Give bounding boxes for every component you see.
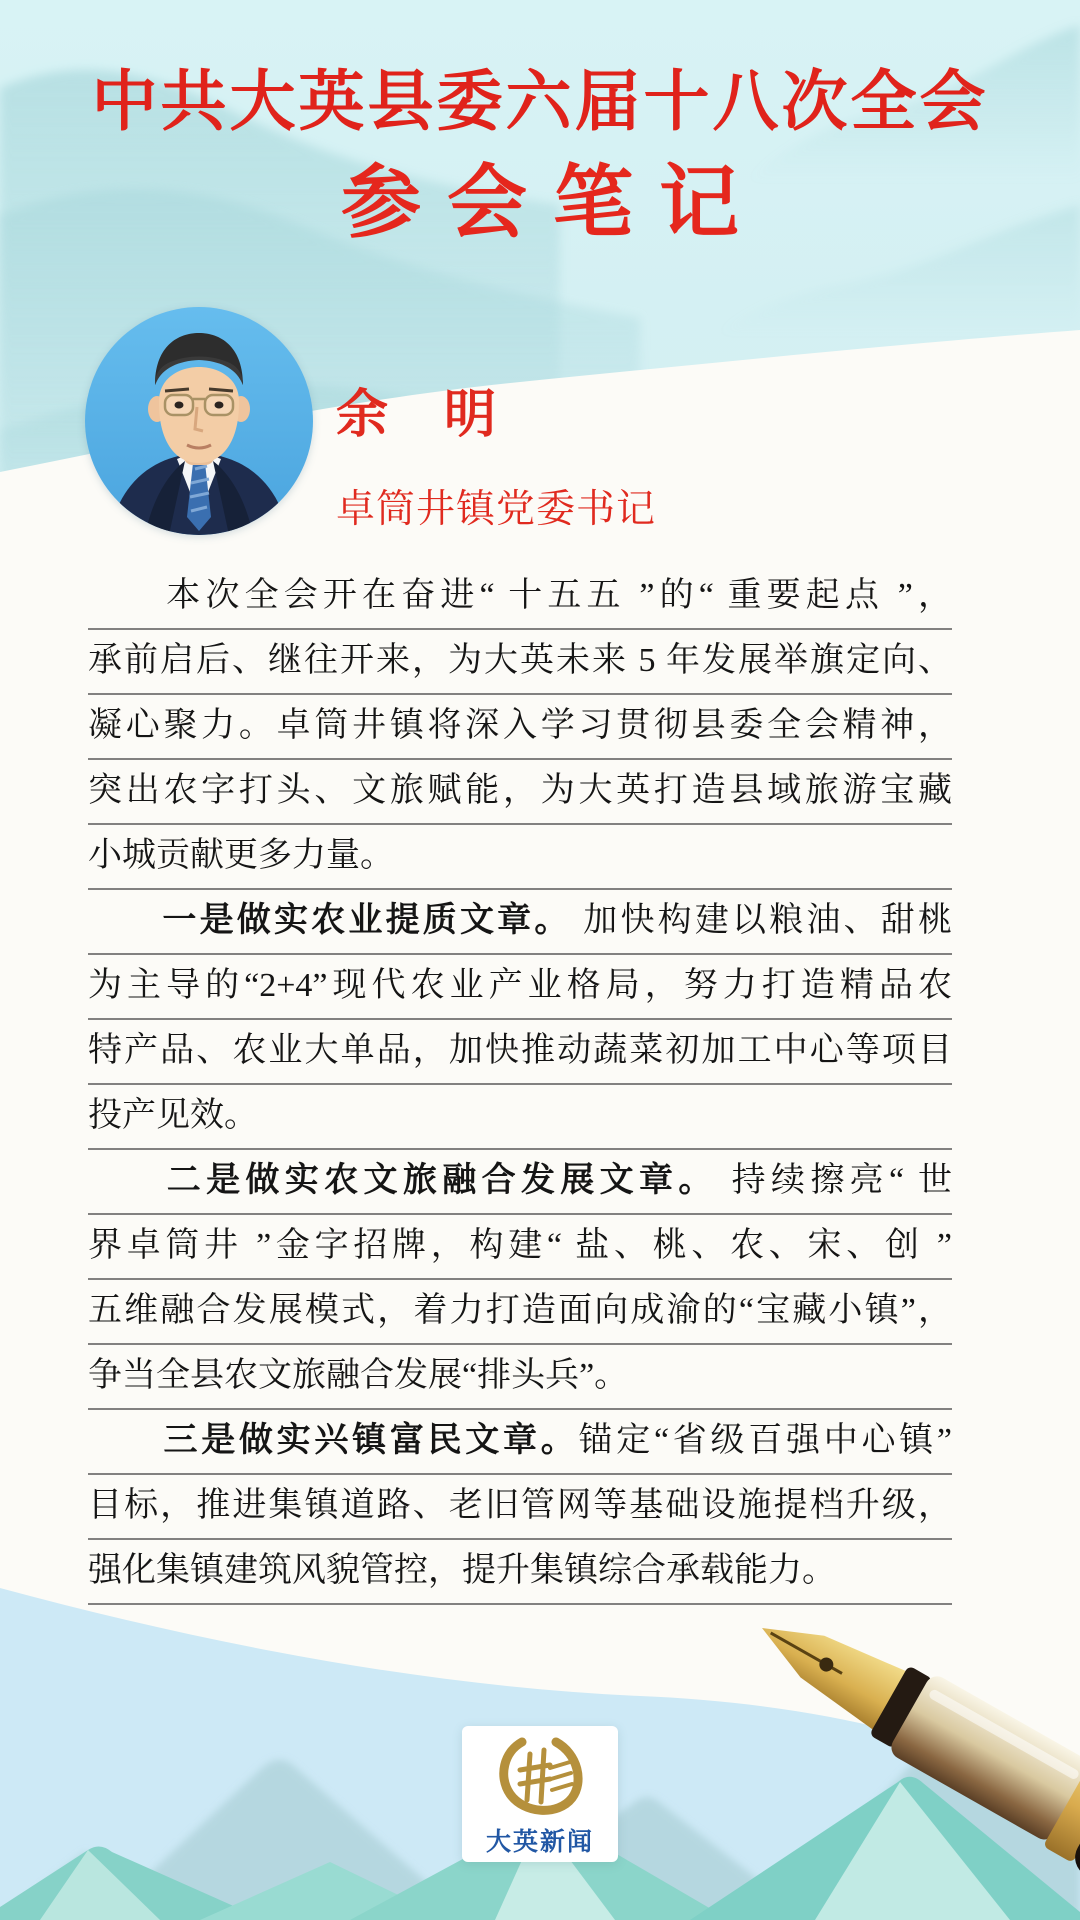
note-line-lead: 一是做实农业提质文章。	[88, 902, 572, 939]
note-line-text: 凝心聚力。卓筒井镇将深入学习贯彻县委全会精神，	[88, 707, 952, 744]
note-line-text: 界卓筒井 ”金字招牌，构建“ 盐、桃、农、宋、创 ”	[88, 1227, 952, 1264]
daying-news-logo-text: 大英新闻	[485, 1828, 594, 1856]
note-line-text: 持续擦亮“ 世	[717, 1162, 952, 1199]
note-line-text: 目标，推进集镇道路、老旧管网等基础设施提档升级，	[88, 1487, 952, 1524]
note-line-text: 五维融合发展模式，着力打造面向成渝的“宝藏小镇”，	[88, 1292, 952, 1329]
note-line-text: 加快构建以粮油、甜桃	[571, 902, 953, 939]
profile-name: 余 明	[336, 387, 499, 444]
note-line-text: 投产见效。	[88, 1097, 258, 1134]
profile-role: 卓筒井镇党委书记	[336, 488, 657, 531]
note-line-text: 承前启后、继往开来，为大英未来 5 年发展举旗定向、	[88, 642, 952, 679]
note-line-text: 突出农字打头、文旅赋能，为大英打造县域旅游宝藏	[88, 772, 952, 809]
note-line-lead: 三是做实兴镇富民文章。	[88, 1422, 579, 1459]
note-line-text: 小城贡献更多力量。	[88, 837, 394, 874]
page-title: 中共大英县委六届十八次全会	[91, 66, 989, 139]
note-line-text: 为主导的“2+4”现代农业产业格局，努力打造精品农	[88, 967, 952, 1004]
page-subtitle: 参会笔记	[341, 160, 765, 248]
note-line-text: 特产品、农业大单品，加快推动蔬菜初加工中心等项目	[88, 1032, 952, 1069]
note-line-lead: 二是做实农文旅融合发展文章。	[88, 1162, 718, 1199]
note-line-text: 强化集镇建筑风貌管控，提升集镇综合承载能力。	[88, 1552, 836, 1589]
note-line-text: 本次全会开在奋进“ 十五五 ”的“ 重要起点 ”，	[88, 577, 952, 614]
note-line-text: 锚定“省级百强中心镇”	[578, 1422, 953, 1459]
note-line-text: 争当全县农文旅融合发展“排头兵”。	[88, 1357, 629, 1394]
